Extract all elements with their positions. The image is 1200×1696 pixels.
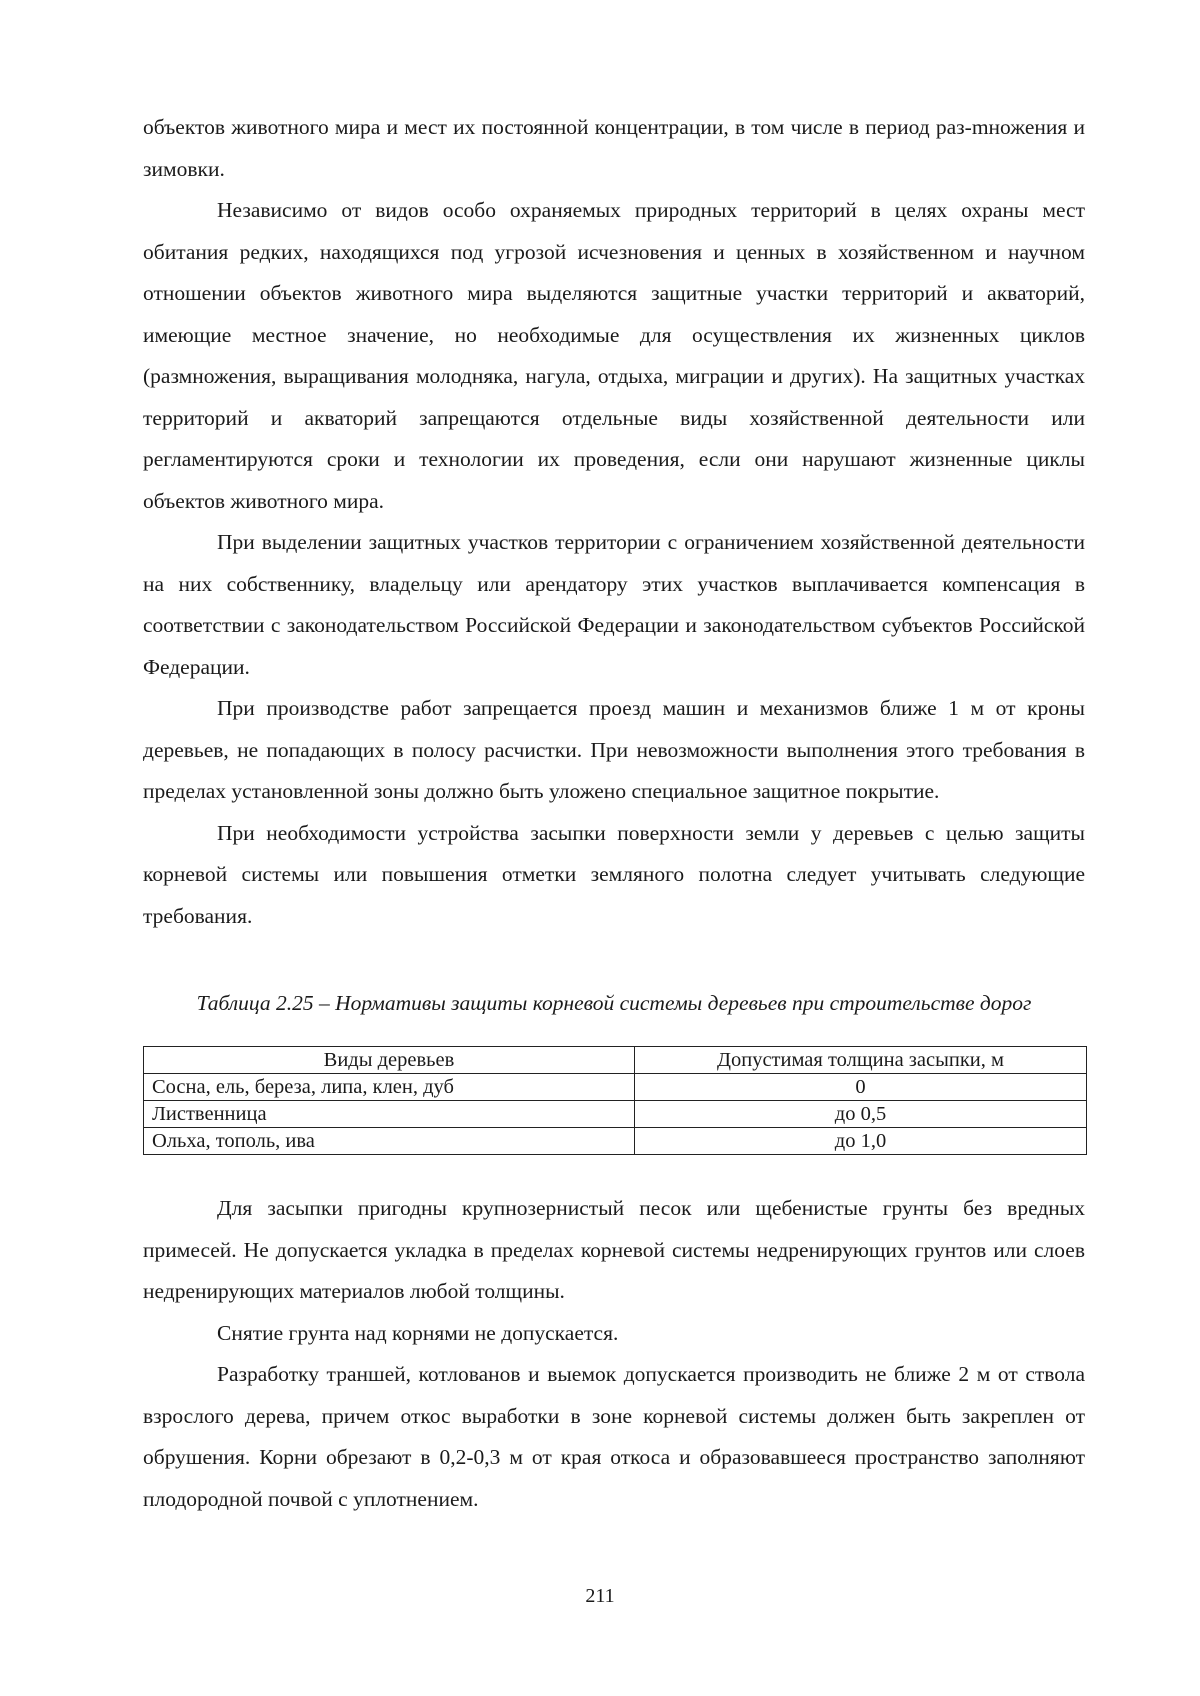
table-cell: до 1,0 xyxy=(635,1128,1087,1155)
table-cell: 0 xyxy=(635,1074,1087,1101)
table-header-row xyxy=(144,1047,1087,1074)
table-cell: Ольха, тополь, ива xyxy=(144,1128,635,1155)
paragraph: Независимо от видов особо охраняемых природных территорий в целях охраны мест обитания редких, находящихся под угрозой исчезновения и ценных в хозяйственном и научном отношении объектов животного мира выделяются защитные участки территорий и акваторий, имеющие местное значение, но необходимые для осуществления их жизненных циклов (размножения, выращивания молодняка, нагула, отдыха, миграции и других). На защитных участках территорий и акваторий запрещаются отдельные виды хозяйственной деятельности или регламентируются сроки и технологии их проведения, если они нарушают жизненные циклы объектов животного мира. xyxy=(143,198,1085,513)
table-cell: до 0,5 xyxy=(635,1101,1087,1128)
root-protection-table xyxy=(143,1046,1087,1155)
page-number: 211 xyxy=(585,1585,615,1607)
body-text-top xyxy=(143,107,1085,937)
table-cell: Сосна, ель, береза, липа, клен, дуб xyxy=(144,1074,635,1101)
column-header-tree-types: Виды деревьев xyxy=(144,1047,635,1074)
body-text-bottom xyxy=(143,1188,1085,1520)
paragraph: При необходимости устройства засыпки поверхности земли у деревьев с целью защиты корневой системы или повышения отметки земляного полотна следует учитывать следующие требования. xyxy=(143,820,1085,928)
paragraph: объектов животного мира и мест их постоянной концентрации, в том числе в период раз-mножения и зимовки. xyxy=(143,115,1085,181)
paragraph: При производстве работ запрещается проезд машин и механизмов ближе 1 м от кроны деревьев, не попадающих в полосу расчистки. При невозможности выполнения этого требования в пределах установленной зоны должно быть уложено специальное защитное покрытие. xyxy=(143,696,1085,803)
paragraph: Для засыпки пригодны крупнозернистый песок или щебенистые грунты без вредных примесей. Не допускается укладка в пределах корневой системы недренирующих грунтов или слоев недренирующих материалов любой толщины. xyxy=(143,1196,1085,1303)
table-caption: Таблица 2.25 – Нормативы защиты корневой системы деревьев при строительстве дорог xyxy=(196,991,1032,1015)
paragraph: При выделении защитных участков территории с ограничением хозяйственной деятельности на них собственнику, владельцу или арендатору этих участков выплачивается компенсация в соответствии с законодательством Российской Федерации и законодательством субъектов Российской Федерации. xyxy=(143,530,1085,679)
table-row xyxy=(144,1128,1087,1155)
column-header-fill-thickness: Допустимая толщина засыпки, м xyxy=(635,1047,1087,1074)
table-row xyxy=(144,1101,1087,1128)
paragraph: Снятие грунта над корнями не допускается. xyxy=(217,1320,619,1345)
table-cell: Лиственница xyxy=(144,1101,635,1128)
table-row xyxy=(144,1074,1087,1101)
paragraph: Разработку траншей, котлованов и выемок допускается производить не ближе 2 м от ствола взрослого дерева, причем откос выработки в зоне корневой системы должен быть закреплен от обрушения. Корни обрезают в 0,2-0,3 м от края откоса и образовавшееся пространство заполняют плодородной почвой с уплотнением. xyxy=(143,1362,1085,1511)
